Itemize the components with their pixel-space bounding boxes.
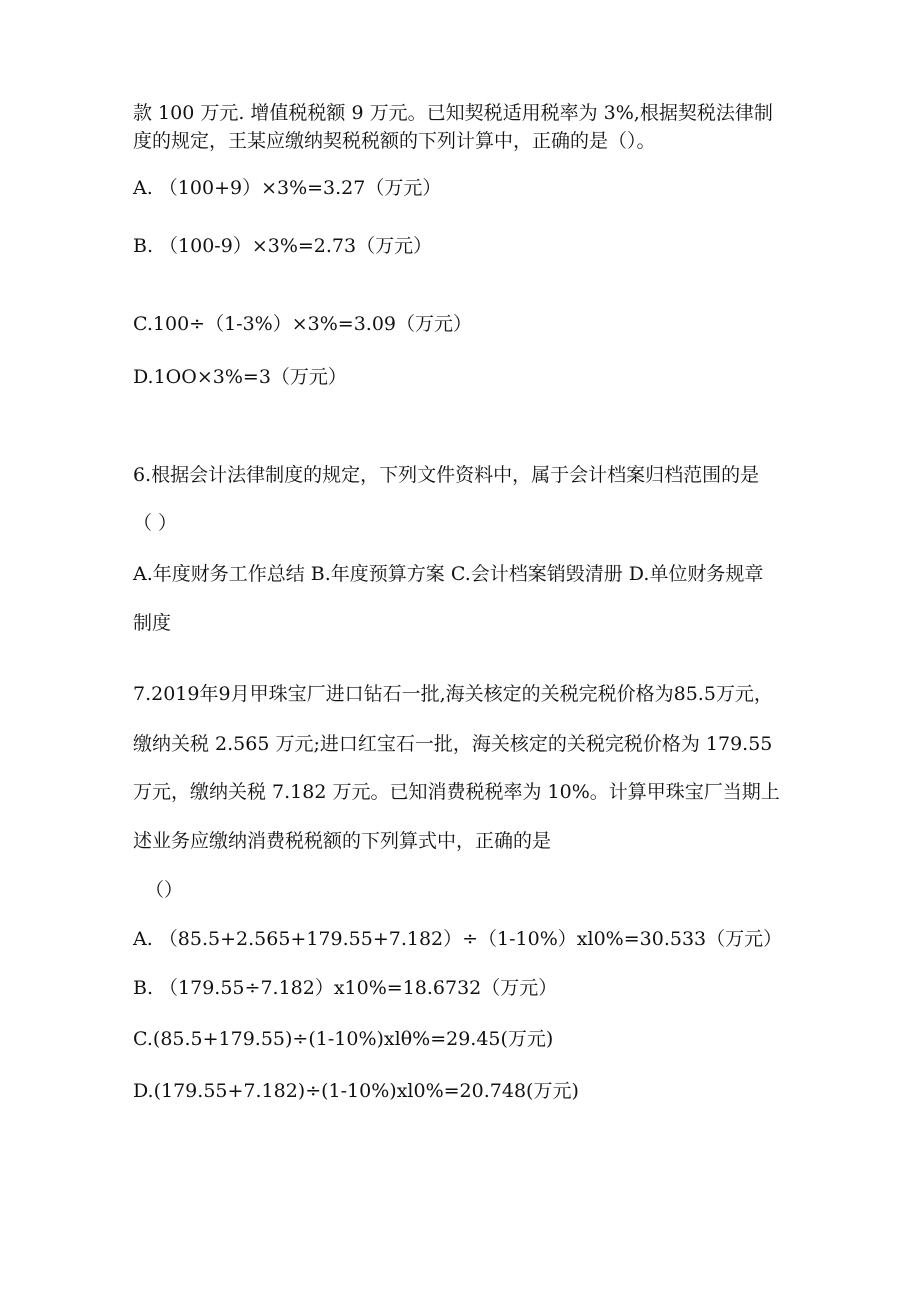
q7-option-a: A. （85.5+2.565+179.55+7.182）÷（1-10%）xl0%=30.533（万元） (133, 928, 783, 950)
q7-stem-line-4: 述业务应缴纳消费税税额的下列算式中，正确的是 (133, 830, 552, 852)
q6-options-line-1: A.年度财务工作总结 B.年度预算方案 C.会计档案销毁清册 D.单位财务规章 (133, 563, 764, 585)
q7-stem-line-1: 7.2019年9月甲珠宝厂进口钻石一批,海关核定的关税完税价格为85.5万元， (133, 683, 773, 705)
q7-stem-line-2: 缴纳关税 2.565 万元;进口红宝石一批，海关核定的关税完税价格为 179.55 (133, 733, 773, 755)
q5-option-d: D.1OO×3%=3（万元） (133, 366, 347, 388)
q7-option-c: C.(85.5+179.55)÷(1-10%)xlθ%=29.45(万元) (133, 1028, 554, 1050)
q7-option-b: B. （179.55÷7.182）x10%=18.6732（万元） (133, 977, 558, 999)
q5-stem-line-2: 度的规定，王某应缴纳契税税额的下列计算中，正确的是（）。 (133, 130, 656, 152)
q6-stem-line-1: 6.根据会计法律制度的规定，下列文件资料中，属于会计档案归档范围的是 (133, 464, 760, 486)
q5-stem-line-1: 款 100 万元. 增值税税额 9 万元。已知契税适用税率为 3%,根据契税法律制 (133, 102, 773, 124)
q7-stem-line-3: 万元，缴纳关税 7.182 万元。已知消费税税率为 10%。计算甲珠宝厂当期上 (133, 781, 780, 803)
q7-answer-blank: （） (145, 879, 184, 901)
q6-options-line-2: 制度 (133, 612, 172, 634)
q5-option-c: C.100÷（1-3%）×3%=3.09（万元） (133, 313, 473, 335)
q6-answer-blank: （ ） (133, 512, 178, 534)
q5-option-a: A. （100+9）×3%=3.27（万元） (133, 177, 442, 199)
q5-option-b: B. （100-9）×3%=2.73（万元） (133, 235, 433, 257)
q7-option-d: D.(179.55+7.182)÷(1-10%)xl0%=20.748(万元) (133, 1080, 579, 1102)
